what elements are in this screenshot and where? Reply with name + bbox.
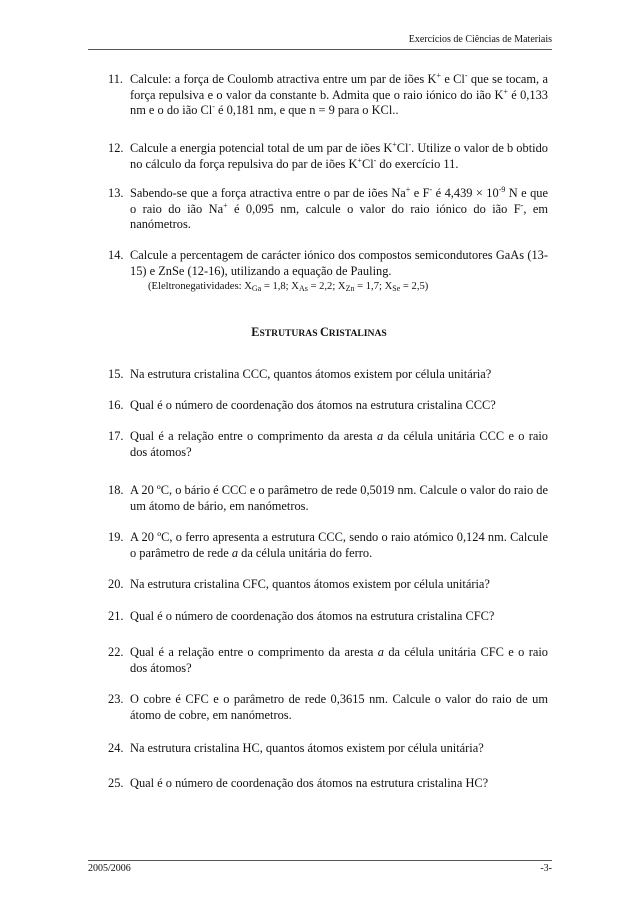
superscript: - xyxy=(429,185,433,194)
italic-variable: a xyxy=(376,429,384,443)
question-text xyxy=(108,72,548,119)
question-14 xyxy=(108,248,548,279)
section-heading xyxy=(0,325,638,340)
superscript: - xyxy=(373,155,377,165)
superscript: -9 xyxy=(498,185,506,194)
text-part: Calcule a energia potencial total de um par de iões K xyxy=(130,141,393,155)
question-text: Qual é o número de coordenação dos átomos na estrutura cristalina CFC? xyxy=(130,609,495,623)
question-number: 12. xyxy=(108,141,124,155)
question-text: Qual é o número de coordenação dos átomos na estrutura cristalina HC? xyxy=(130,776,489,790)
text-part: é 0,181 nm, e que n = 9 para o KCl.. xyxy=(214,103,399,118)
header-title: Exercícios de Ciências de Materiais xyxy=(408,34,552,45)
question-number: 24. xyxy=(108,741,124,755)
question-text: Qual é o número de coordenação dos átomos na estrutura cristalina CCC? xyxy=(130,398,496,412)
question-text xyxy=(108,530,548,561)
question-20 xyxy=(108,577,548,593)
question-15 xyxy=(108,367,548,383)
question-number: 15. xyxy=(108,367,124,381)
question-number: 17. xyxy=(108,429,124,443)
text-part: = 1,8; X xyxy=(261,281,299,292)
question-17 xyxy=(108,429,548,460)
question-number: 22. xyxy=(108,645,124,659)
text-part: , em nanómetros. xyxy=(130,201,548,232)
question-text: O cobre é CFC e o parâmetro de rede 0,3615 nm. Calcule o valor do raio de um átomo de cobre, em nanómetros. xyxy=(130,692,548,722)
superscript: - xyxy=(408,140,412,149)
text-part: é 0,095 nm, calcule o valor do raio iónico do ião F xyxy=(227,201,521,216)
question-number: 21. xyxy=(108,609,124,623)
italic-variable: a xyxy=(231,545,239,560)
question-number: 23. xyxy=(108,692,124,706)
heading-letter: E xyxy=(251,325,260,339)
question-13 xyxy=(108,186,548,233)
footer-year: 2005/2006 xyxy=(88,863,131,874)
subscript: Ga xyxy=(251,284,262,293)
question-text xyxy=(108,429,548,460)
superscript: + xyxy=(436,71,441,80)
question-19 xyxy=(108,530,548,561)
text-part: A 20 ºC, o ferro apresenta a estrutura CCC, sendo o raio atómico 0,124 nm. Calcule o parâmetro de rede xyxy=(130,530,548,560)
question-23 xyxy=(108,692,548,723)
text-part: e Cl xyxy=(440,72,465,86)
electronegativity-note xyxy=(148,281,428,292)
question-number: 11. xyxy=(108,72,124,86)
heading-letter: C xyxy=(319,325,329,339)
question-number: 25. xyxy=(108,776,124,790)
question-number: 20. xyxy=(108,577,124,591)
question-text xyxy=(108,186,548,233)
subscript: Se xyxy=(392,284,401,293)
question-12 xyxy=(108,141,548,172)
text-part: da célula unitária CCC e o raio dos átomos? xyxy=(130,429,548,459)
question-number: 18. xyxy=(108,483,124,497)
question-text: Na estrutura cristalina HC, quantos átomos existem por célula unitária? xyxy=(130,741,484,755)
heading-word: RISTALINAS xyxy=(328,328,387,339)
text-part: = 2,2; X xyxy=(307,281,346,292)
text-part: da célula unitária do ferro. xyxy=(238,545,373,560)
text-part: e F xyxy=(410,186,430,200)
question-11 xyxy=(108,72,548,119)
question-text: Na estrutura cristalina CFC, quantos átomos existem por célula unitária? xyxy=(130,577,490,591)
text-part: da célula unitária CFC e o raio dos átomos? xyxy=(130,645,548,675)
text-part: = 2,5) xyxy=(400,281,429,292)
page-footer xyxy=(88,860,552,874)
text-part: Qual é a relação entre o comprimento da aresta xyxy=(130,645,378,659)
page-number: -3- xyxy=(540,863,552,874)
question-number: 14. xyxy=(108,248,124,262)
question-22 xyxy=(108,645,548,676)
question-text xyxy=(108,645,548,676)
superscript: + xyxy=(223,200,228,210)
superscript: + xyxy=(503,86,508,96)
text-part: = 1,7; X xyxy=(354,281,393,292)
superscript: - xyxy=(212,102,215,112)
superscript: + xyxy=(405,185,411,194)
question-text: Calcule a percentagem de carácter iónico dos compostos semicondutores GaAs (13-15) e ZnSe (12-16), utilizando a equação de Pauling. xyxy=(130,248,548,278)
superscript: - xyxy=(464,71,468,80)
question-text xyxy=(108,141,548,172)
question-number: 16. xyxy=(108,398,124,412)
text-part: . Utilize o valor de b obtido no cálculo da força repulsiva do par de iões K xyxy=(130,141,548,171)
text-part: Sabendo-se que a força atractiva entre o par de iões Na xyxy=(130,186,406,200)
superscript: + xyxy=(392,140,397,149)
italic-variable: a xyxy=(377,645,384,659)
text-part: é 4,439 × 10 xyxy=(432,186,499,200)
superscript: - xyxy=(520,200,524,210)
question-24 xyxy=(108,741,548,757)
text-part: Cl xyxy=(396,141,409,155)
question-text: Na estrutura cristalina CCC, quantos átomos existem por célula unitária? xyxy=(130,367,492,381)
text-part: Cl xyxy=(361,156,374,171)
superscript: + xyxy=(357,155,362,165)
text-part: que se tocam, a força repulsiva e o valor da constante b. Admita que o raio iónico do ião K xyxy=(130,72,548,102)
text-part: é 0,133 nm e o do ião Cl xyxy=(130,87,548,118)
text-part: Calcule: a força de Coulomb atractiva entre um par de iões K xyxy=(130,72,437,86)
question-number: 19. xyxy=(108,530,124,544)
question-16 xyxy=(108,398,548,414)
question-18 xyxy=(108,483,548,514)
text-part: N e que o raio do ião Na xyxy=(130,186,548,216)
subscript: As xyxy=(298,284,308,293)
subscript: Zn xyxy=(345,284,355,293)
question-number: 13. xyxy=(108,186,124,200)
heading-word: STRUTURAS xyxy=(259,328,320,339)
text-part: Qual é a relação entre o comprimento da aresta xyxy=(130,429,377,443)
question-25 xyxy=(108,776,548,792)
text-part: (Eleltronegatividades: X xyxy=(148,281,252,292)
question-21 xyxy=(108,609,548,625)
text-part: do exercício 11. xyxy=(376,156,459,171)
page-header xyxy=(88,34,552,50)
question-text: A 20 ºC, o bário é CCC e o parâmetro de rede 0,5019 nm. Calcule o valor do raio de um átomo de bário, em nanómetros. xyxy=(130,483,548,513)
